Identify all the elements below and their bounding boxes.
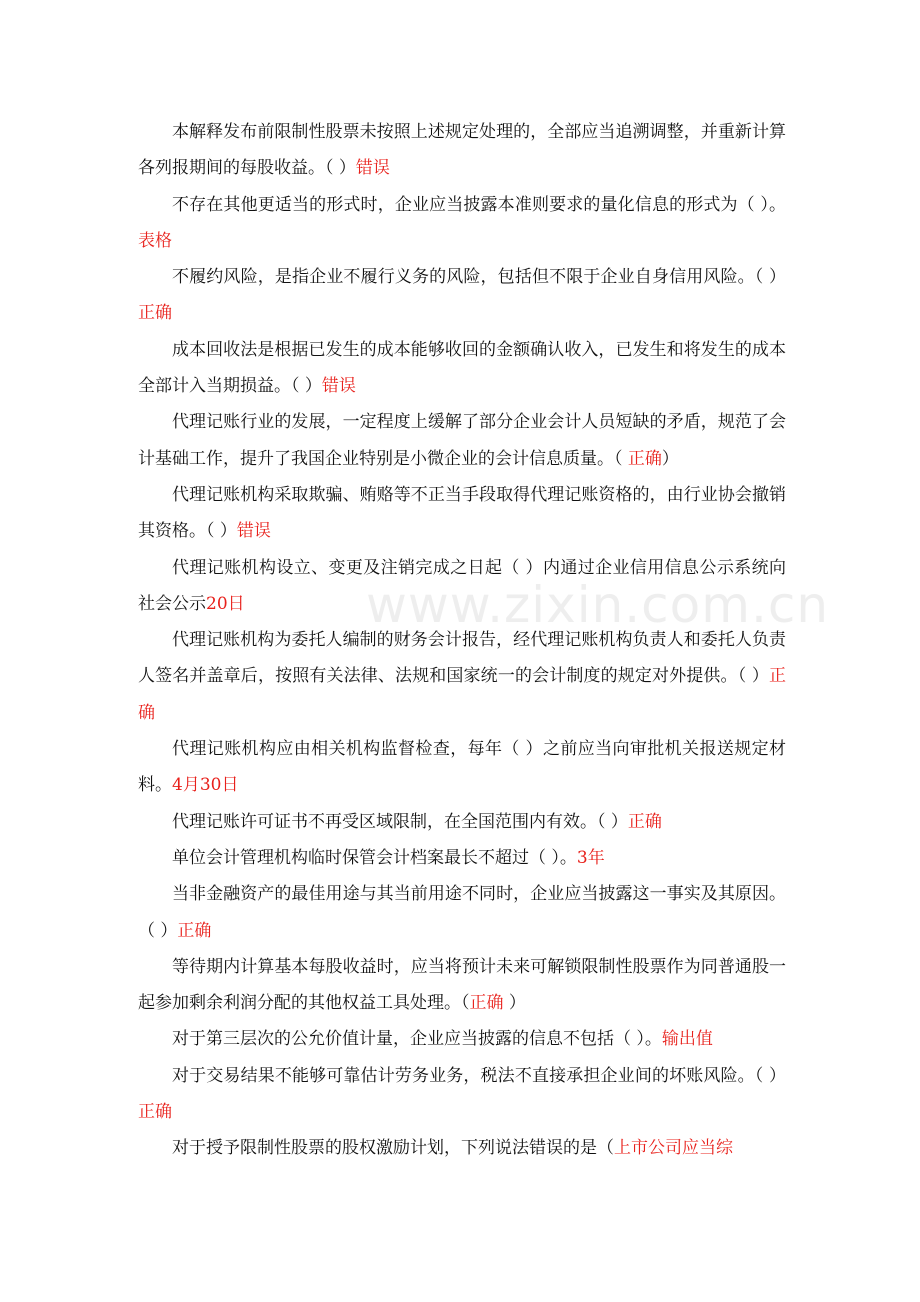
answer-text: 正确 — [177, 920, 212, 941]
question-text: 代理记账机构设立、变更及注销完成之日起（ ）内通过企业信用信息公示系统向社会公示 — [138, 557, 786, 614]
question-text: 当非金融资产的最佳用途与其当前用途不同时，企业应当披露这一事实及其原因。（ ） — [138, 884, 786, 941]
question-text: 不存在其他更适当的形式时，企业应当披露本准则要求的量化信息的形式为（ ）。 — [172, 194, 786, 215]
answer-text: 错误 — [355, 158, 390, 179]
watermark: www.zixin.com.cn — [366, 576, 830, 634]
answer-text: 正确 — [627, 811, 662, 832]
answer-text: 正确 — [469, 993, 504, 1014]
question-text: 对于第三层次的公允价值计量，企业应当披露的信息不包括（ ）。 — [172, 1029, 662, 1050]
question-item — [138, 550, 786, 623]
answer-text: 错误 — [321, 376, 356, 397]
answer-text: 上市公司应当综 — [614, 1138, 733, 1159]
question-item — [138, 404, 786, 477]
answer-text: 正确 — [138, 303, 172, 324]
question-item — [138, 1058, 786, 1131]
answer-text: 表格 — [138, 230, 172, 251]
question-item — [138, 731, 786, 804]
answer-text: 正确 — [138, 666, 786, 723]
answer-text: 输出值 — [661, 1029, 713, 1050]
question-text: 代理记账机构为委托人编制的财务会计报告，经代理记账机构负责人和委托人负责人签名并盖章后，按照有关法律、法规和国家统一的会计制度的规定对外提供。（ ） — [138, 630, 786, 687]
question-text: 单位会计管理机构临时保管会计档案最长不超过（ ）。 — [172, 847, 577, 868]
question-item — [138, 259, 786, 332]
question-item — [138, 876, 786, 949]
question-text: 对于授予限制性股票的股权激励计划，下列说法错误的是（ — [172, 1138, 614, 1159]
question-text: 代理记账机构采取欺骗、贿赂等不正当手段取得代理记账资格的，由行业协会撤销其资格。（ ） — [138, 484, 786, 542]
question-item — [138, 840, 786, 876]
answer-text: 20日 — [206, 593, 245, 614]
question-suffix: ） — [503, 993, 526, 1014]
answer-text: 正确 — [138, 1102, 172, 1123]
answer-text: 错误 — [236, 521, 271, 542]
question-text: 代理记账行业的发展，一定程度上缓解了部分企业会计人员短缺的矛盾，规范了会计基础工作，提升了我国企业特别是小微企业的会计信息质量。（ — [138, 412, 786, 469]
question-text: 本解释发布前限制性股票未按照上述规定处理的，全部应当追溯调整，并重新计算各列报期间的每股收益。（ ） — [138, 122, 786, 179]
question-item — [138, 622, 786, 731]
question-text: 等待期内计算基本每股收益时，应当将预计未来可解锁限制性股票作为同普通股一起参加剩余利润分配的其他权益工具处理。（ — [138, 956, 786, 1014]
question-item — [138, 804, 786, 840]
question-item — [138, 1021, 786, 1057]
answer-text: 3年 — [576, 847, 605, 868]
question-text: 代理记账许可证书不再受区域限制，在全国范围内有效。（ ） — [172, 811, 628, 832]
answer-text: 正确 — [627, 448, 662, 469]
question-item — [138, 332, 786, 405]
question-item — [138, 949, 786, 1022]
question-text: 不履约风险，是指企业不履行义务的风险，包括但不限于企业自身信用风险。（ ） — [172, 267, 786, 288]
question-text: 成本回收法是根据已发生的成本能够收回的金额确认收入，已发生和将发生的成本全部计入当期损益。（ ） — [138, 339, 786, 397]
question-list — [138, 114, 786, 1167]
question-item — [138, 114, 786, 187]
question-text: 代理记账机构应由相关机构监督检查，每年（ ）之前应当向审批机关报送规定材料。 — [138, 739, 786, 796]
question-item — [138, 477, 786, 550]
question-item — [138, 1130, 786, 1166]
question-suffix: ） — [661, 448, 679, 469]
question-item — [138, 187, 786, 260]
question-text: 对于交易结果不能够可靠估计劳务业务，税法不直接承担企业间的坏账风险。（ ） — [172, 1065, 786, 1086]
answer-text: 4月30日 — [172, 775, 239, 796]
